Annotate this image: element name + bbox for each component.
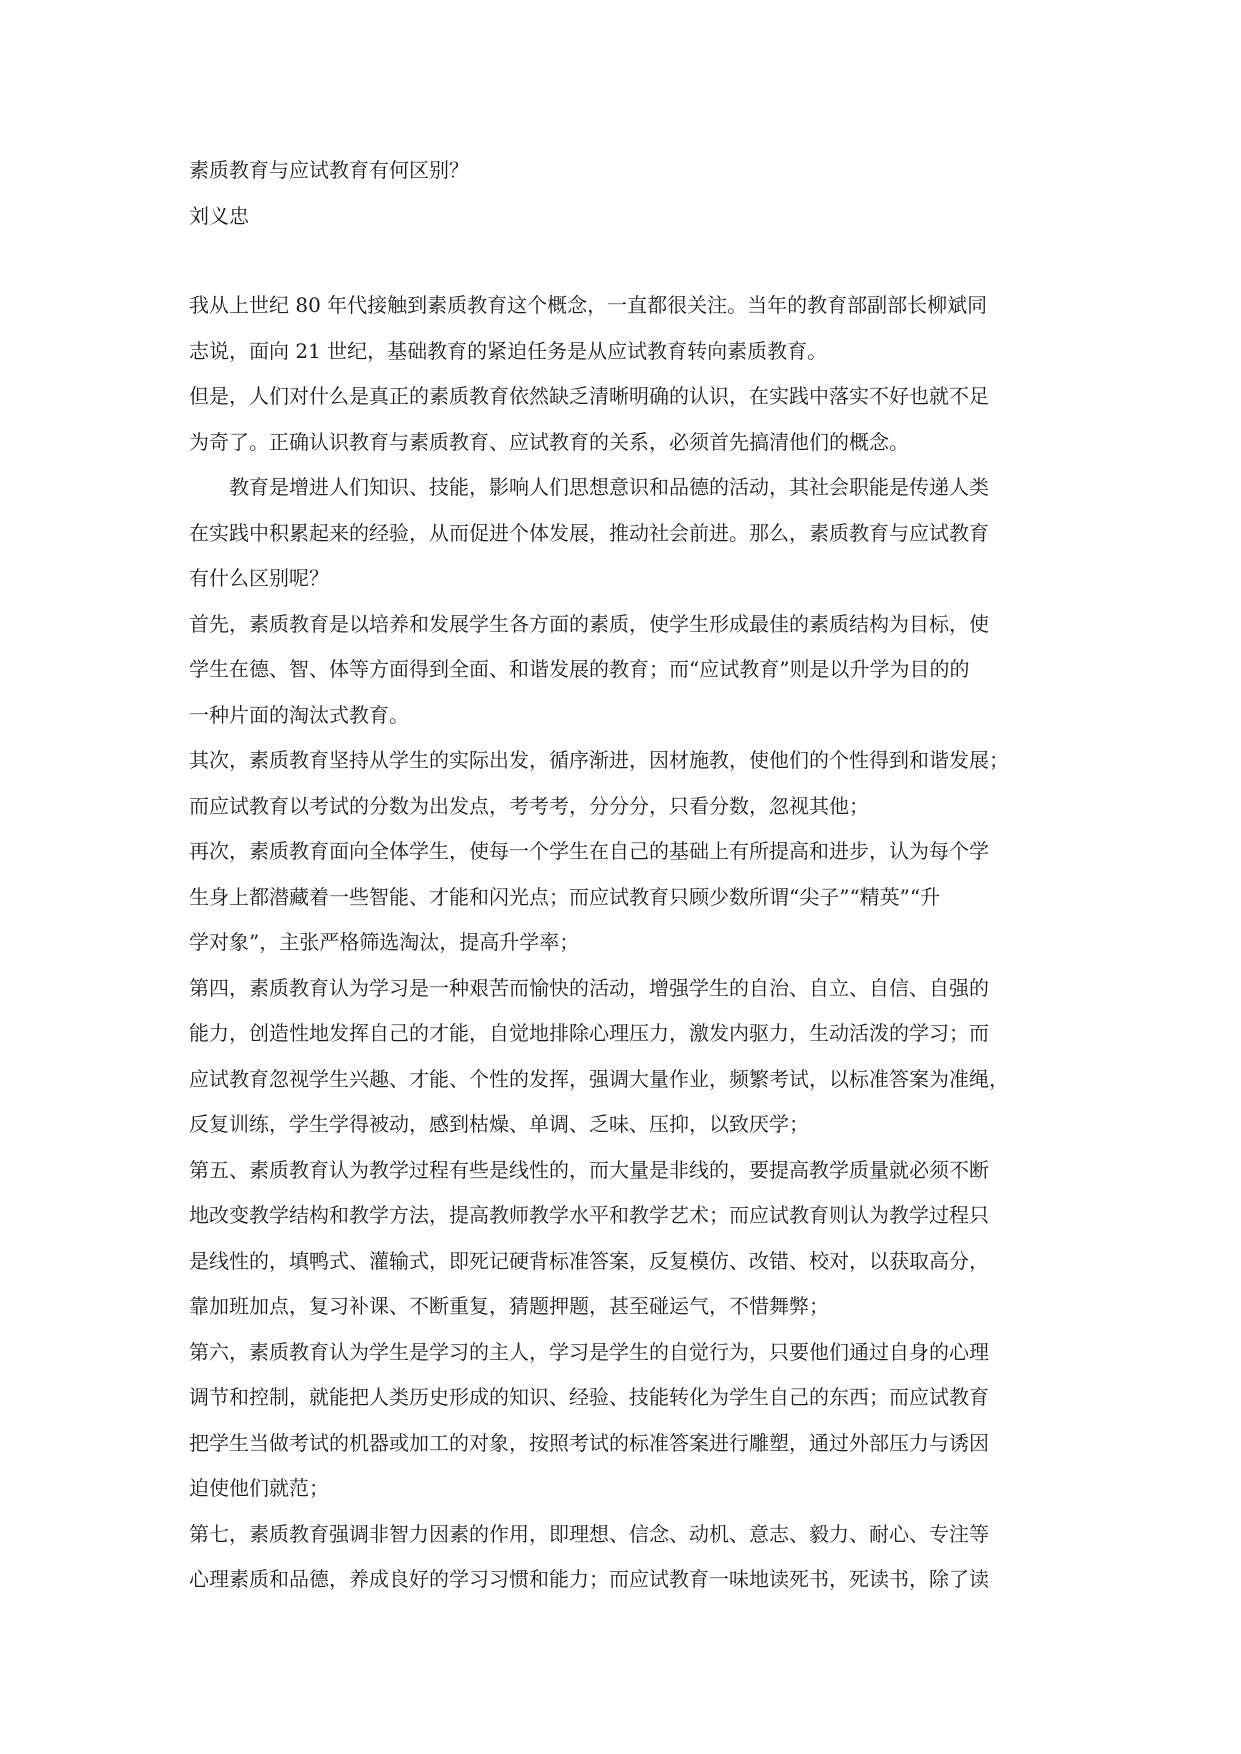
text-line: 而应试教育以考试的分数为出发点，考考考，分分分，只看分数，忽视其他；: [189, 793, 869, 818]
text-line: 有什么区别呢？: [189, 566, 329, 590]
text-line: 地改变教学结构和教学方法，提高教师教学水平和教学艺术；而应试教育则认为教学过程只: [189, 1203, 989, 1227]
spacer: [189, 239, 1059, 283]
text-line: 把学生当做考试的机器或加工的对象，按照考试的标准答案进行雕塑，通过外部压力与诱因: [189, 1430, 989, 1455]
text-line: 但是，人们对什么是真正的素质教育依然缺乏清晰明确的认识，在实践中落实不好也就不足: [189, 384, 989, 408]
text-line: 我从上世纪 80 年代接触到素质教育这个概念，一直都很关注。当年的教育部副部长柳斌同: [189, 293, 988, 317]
document-body: [189, 283, 1059, 1603]
text-line: 调节和控制，就能把人类历史形成的知识、经验、技能转化为学生自己的东西；而应试教育: [189, 1385, 989, 1409]
text-line: 第五、素质教育认为教学过程有些是线性的，而大量是非线的，要提高教学质量就必须不断: [189, 1157, 989, 1182]
text-line: 应试教育忽视学生兴趣、才能、个性的发挥，强调大量作业，频繁考试，以标准答案为准绳，: [189, 1066, 1009, 1091]
document-title: 素质教育与应试教育有何区别？: [189, 158, 469, 182]
document-author: 刘义忠: [189, 203, 249, 228]
text-line: 志说，面向 21 世纪，基础教育的紧迫任务是从应试教育转向素质教育。: [189, 338, 828, 363]
text-line: 是线性的，填鸭式、灌输式，即死记硬背标准答案，反复模仿、改错、校对，以获取高分，: [189, 1248, 989, 1273]
text-line: 心理素质和品德，养成良好的学习习惯和能力；而应试教育一味地读死书，死读书，除了读: [189, 1567, 989, 1591]
text-line: 生身上都潜藏着一些智能、才能和闪光点；而应试教育只顾少数所谓“尖子”“精英”“升: [189, 884, 941, 909]
text-line: 教育是增进人们知识、技能，影响人们思想意识和品德的活动，其社会职能是传递人类: [189, 475, 989, 499]
text-line: 反复训练，学生学得被动，感到枯燥、单调、乏味、压抑，以致厌学；: [189, 1112, 809, 1136]
text-line: 学生在德、智、体等方面得到全面、和谐发展的教育；而“应试教育”则是以升学为目的的: [189, 657, 970, 681]
text-line: 学对象”，主张严格筛选淘汰，提高升学率；: [189, 930, 580, 954]
text-line: 在实践中积累起来的经验，从而促进个体发展，推动社会前进。那么，素质教育与应试教育: [189, 520, 989, 545]
text-line: 第七，素质教育强调非智力因素的作用，即理想、信念、动机、意志、毅力、耐心、专注等: [189, 1521, 989, 1546]
text-line: 为奇了。正确认识教育与素质教育、应试教育的关系，必须首先搞清他们的概念。: [189, 429, 909, 454]
text-line: 第四，素质教育认为学习是一种艰苦而愉快的活动，增强学生的自治、自立、自信、自强的: [189, 975, 989, 1000]
text-line: 一种片面的淘汰式教育。: [189, 702, 409, 727]
text-line: 靠加班加点，复习补课、不断重复，猜题押题，甚至碰运气，不惜舞弊；: [189, 1294, 829, 1318]
text-line: 首先，素质教育是以培养和发展学生各方面的素质，使学生形成最佳的素质结构为目标，使: [189, 611, 989, 636]
text-line: 迫使他们就范；: [189, 1476, 329, 1500]
text-line: 能力，创造性地发挥自己的才能，自觉地排除心理压力，激发内驱力，生动活泼的学习；而: [189, 1021, 989, 1045]
text-line: 其次，素质教育坚持从学生的实际出发，循序渐进，因材施教，使他们的个性得到和谐发展；: [189, 748, 1009, 772]
document-page: [189, 148, 1059, 1603]
text-line: 再次，素质教育面向全体学生，使每一个学生在自己的基础上有所提高和进步，认为每个学: [189, 839, 989, 863]
text-line: 第六，素质教育认为学生是学习的主人，学习是学生的自觉行为，只要他们通过自身的心理: [189, 1339, 989, 1364]
